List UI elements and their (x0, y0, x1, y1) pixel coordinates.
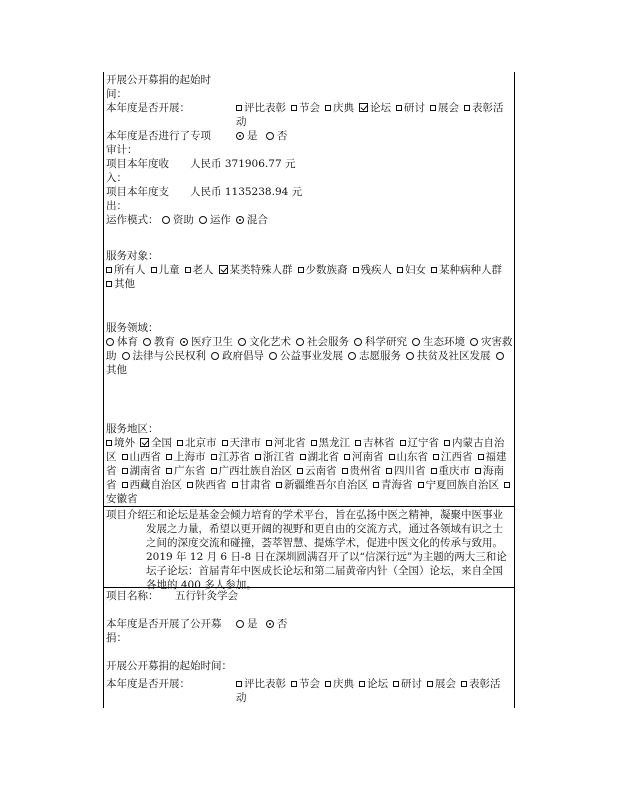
project-intro-label: 项目介绍： (106, 509, 159, 521)
radio-option[interactable] (296, 336, 349, 348)
checkbox-unchecked-icon[interactable] (325, 681, 331, 687)
option-label: 新疆维吾尔自治区 (284, 479, 368, 491)
checkbox-option[interactable] (325, 678, 354, 690)
service-regions-options (106, 436, 514, 506)
checkbox-unchecked-icon[interactable] (276, 482, 282, 488)
option-label: 论坛 (370, 102, 391, 114)
option-label: 科学研究 (365, 336, 407, 348)
option-label: 宁夏回族自治区 (425, 479, 499, 491)
option-label: 文化艺术 (249, 336, 291, 348)
option-label: 表彰活动 (236, 102, 504, 128)
checkbox-option[interactable] (177, 437, 217, 449)
option-label: 公益事业发展 (280, 350, 343, 362)
audit-label: 本年度是否进行了专项审计： (106, 130, 211, 156)
radio-unselected-icon[interactable] (143, 338, 151, 346)
radio-selected-icon[interactable] (180, 338, 188, 346)
option-label: 江西省 (441, 451, 473, 463)
checkbox-unchecked-icon[interactable] (311, 440, 317, 446)
checkbox-option[interactable] (232, 479, 272, 491)
option-label: 所有人 (114, 264, 146, 276)
radio-unselected-icon[interactable] (122, 352, 130, 360)
option-label: 安徽省 (106, 493, 138, 505)
activities-label: 本年度是否开展： (106, 102, 190, 114)
option-label: 天津市 (229, 437, 261, 449)
project-name-value: 五行针灸学会 (175, 590, 238, 602)
checkbox-unchecked-icon[interactable] (400, 440, 406, 446)
option-label: 扶贫及社区发展 (417, 350, 491, 362)
radio-option[interactable] (211, 350, 264, 362)
income-label: 项目本年度收入： (106, 158, 169, 184)
option-label: 某类特殊人群 (229, 264, 293, 276)
checkbox-unchecked-icon[interactable] (151, 267, 157, 273)
option-label: 全国 (151, 437, 172, 449)
checkbox-option[interactable] (397, 264, 426, 276)
checkbox-option[interactable] (311, 437, 351, 449)
checkbox-unchecked-icon[interactable] (325, 105, 331, 111)
table-right-border (514, 72, 515, 708)
checkbox-unchecked-icon[interactable] (166, 454, 172, 460)
checkbox-option[interactable] (236, 678, 286, 690)
checkbox-option[interactable] (211, 451, 251, 463)
checkbox-option[interactable] (151, 264, 180, 276)
option-label: 研讨 (404, 102, 425, 114)
checkbox-unchecked-icon[interactable] (232, 482, 238, 488)
checkbox-unchecked-icon[interactable] (461, 681, 467, 687)
option-label: 黑龙江 (318, 437, 350, 449)
option-label: 云南省 (305, 465, 337, 477)
fundraise-yes-option[interactable]: 是 (236, 618, 258, 630)
option-label: 少数族裔 (305, 264, 348, 276)
row-divider (103, 506, 515, 507)
checkbox-unchecked-icon[interactable] (444, 440, 450, 446)
checkbox-option[interactable] (430, 102, 459, 114)
checkbox-unchecked-icon[interactable] (355, 440, 361, 446)
option-label: 湖南省 (129, 465, 161, 477)
checkbox-unchecked-icon[interactable] (298, 267, 304, 273)
option-label: 河北省 (274, 437, 306, 449)
audit-yes-option[interactable]: 是 (236, 130, 258, 142)
option-label: 节会 (299, 102, 320, 114)
option-label: 海南省 (106, 465, 504, 491)
option-label: 混合 (246, 214, 268, 226)
radio-option[interactable] (354, 336, 407, 348)
service-targets-options (106, 263, 514, 291)
radio-option[interactable] (348, 350, 401, 362)
option-label: 上海市 (174, 451, 206, 463)
checkbox-unchecked-icon[interactable] (236, 681, 242, 687)
option-label: 其他 (114, 278, 135, 290)
checkbox-unchecked-icon[interactable] (177, 440, 183, 446)
option-label: 陕西省 (195, 479, 227, 491)
option-label: 内蒙古自治区 (106, 437, 505, 463)
option-label: 浙江省 (263, 451, 295, 463)
checkbox-option[interactable] (122, 465, 162, 477)
radio-option[interactable] (406, 350, 491, 362)
checkbox-unchecked-icon[interactable] (431, 267, 437, 273)
option-label: 展会 (438, 102, 459, 114)
radio-option[interactable] (180, 336, 233, 348)
option-label: 湖北省 (307, 451, 339, 463)
radio-unselected-icon[interactable] (162, 216, 170, 224)
operation-mode-row (106, 213, 273, 227)
option-label: 社会服务 (307, 336, 349, 348)
option-label: 评比表彰 (244, 678, 286, 690)
option-label: 重庆市 (438, 465, 470, 477)
checkbox-option[interactable] (219, 264, 293, 276)
radio-unselected-icon[interactable] (266, 132, 274, 140)
checkbox-unchecked-icon[interactable] (342, 468, 348, 474)
option-label: 研讨 (401, 678, 422, 690)
option-label: 北京市 (185, 437, 217, 449)
radio-option[interactable] (162, 214, 194, 226)
fundraise-label: 本年度是否开展了公开募捐： (106, 618, 222, 644)
checkbox-option[interactable] (355, 437, 395, 449)
checkbox-option[interactable] (291, 102, 320, 114)
checkbox-option[interactable] (297, 465, 337, 477)
radio-option[interactable] (269, 350, 343, 362)
checkbox-unchecked-icon[interactable] (433, 454, 439, 460)
checkbox-unchecked-icon[interactable] (430, 105, 436, 111)
option-label: 山东省 (396, 451, 428, 463)
checkbox-unchecked-icon[interactable] (106, 440, 112, 446)
option-label: 甘肃省 (239, 479, 271, 491)
checkbox-unchecked-icon[interactable] (344, 454, 350, 460)
option-label: 境外 (114, 437, 135, 449)
option-label: 运作 (209, 214, 231, 226)
income-value: 人民币 371906.77 元 (190, 158, 296, 170)
checkbox-option[interactable] (166, 451, 206, 463)
checkbox-unchecked-icon[interactable] (122, 468, 128, 474)
option-label: 资助 (172, 214, 194, 226)
option-label: 教育 (154, 336, 175, 348)
checkbox-option[interactable] (106, 278, 135, 290)
option-label: 某种病种人群 (439, 264, 502, 276)
checkbox-unchecked-icon[interactable] (211, 454, 217, 460)
table-left-border (103, 72, 104, 708)
checkbox-option[interactable] (300, 451, 340, 463)
checkbox-unchecked-icon[interactable] (464, 105, 470, 111)
option-label: 福建省 (106, 451, 507, 477)
expense-value: 人民币 1135238.94 元 (190, 186, 303, 198)
checkbox-unchecked-icon[interactable] (427, 681, 433, 687)
service-fields-options (106, 335, 514, 377)
checkbox-option[interactable] (185, 264, 214, 276)
service-regions-label: 服务地区： (106, 423, 159, 435)
option-label: 其他 (106, 364, 127, 376)
checkbox-unchecked-icon[interactable] (359, 681, 365, 687)
checkbox-option[interactable] (389, 451, 429, 463)
checkbox-option[interactable] (400, 437, 440, 449)
checkbox-option[interactable] (393, 678, 422, 690)
radio-option[interactable] (106, 336, 138, 348)
option-label: 节会 (299, 678, 320, 690)
option-label: 论坛 (367, 678, 388, 690)
service-targets-label: 服务对象： (106, 250, 159, 262)
option-label: 妇女 (405, 264, 426, 276)
checkbox-option[interactable] (396, 102, 425, 114)
checkbox-unchecked-icon[interactable] (185, 267, 191, 273)
option-label: 医疗卫生 (191, 336, 233, 348)
audit-options (236, 129, 292, 143)
option-label: 政府倡导 (222, 350, 264, 362)
checkbox-option[interactable] (431, 465, 471, 477)
audit-no-option[interactable]: 否 (266, 130, 288, 142)
option-label: 评比表彰 (244, 102, 286, 114)
checkbox-unchecked-icon[interactable] (266, 440, 272, 446)
checkbox-option[interactable] (106, 264, 146, 276)
checkbox-unchecked-icon[interactable] (122, 482, 128, 488)
option-label: 西藏自治区 (129, 479, 182, 491)
checkbox-checked-icon[interactable] (359, 103, 368, 112)
checkbox-unchecked-icon[interactable] (122, 454, 128, 460)
checkbox-option[interactable] (166, 465, 206, 477)
option-label: 志愿服务 (359, 350, 401, 362)
checkbox-option[interactable] (427, 678, 456, 690)
radio-unselected-icon[interactable] (496, 352, 504, 360)
expense-label: 项目本年度支出： (106, 186, 169, 212)
checkbox-option[interactable] (222, 437, 262, 449)
checkbox-option[interactable] (122, 451, 162, 463)
fundraise-no-option[interactable]: 否 (266, 618, 288, 630)
checkbox-option[interactable] (236, 102, 286, 114)
checkbox-option[interactable] (211, 465, 293, 477)
radio-unselected-icon[interactable] (236, 620, 244, 628)
checkbox-option[interactable] (140, 437, 172, 449)
option-label: 吉林省 (363, 437, 395, 449)
radio-selected-icon[interactable] (266, 620, 274, 628)
fundraise-start-label-2: 开展公开募捐的起始时间： (106, 660, 232, 672)
checkbox-checked-icon[interactable] (140, 438, 149, 447)
checkbox-unchecked-icon[interactable] (475, 468, 481, 474)
project-intro-text: 三和论坛是基金会倾力培育的学术平台，旨在弘扬中医之精神，凝聚中医事业发展之力量，希望以更开阔的视野和更自由的交流方式，通过各领域有识之士之间的深度交流和碰撞，荟萃智慧、提炼学术，促进中医文化的传承与致用。2019 年 12 月 6 日-8 日在深圳圆满召开了以“信深行远”为主题的两大三和论坛子论坛：首届青年中医成长论坛和第二届黄帝内针（全国）论坛，来自全国各地的 400 多人参加。 (146, 509, 507, 591)
option-label: 庆典 (333, 678, 354, 690)
checkbox-option[interactable] (106, 437, 135, 449)
option-label: 灾害救助 (106, 336, 513, 362)
option-label: 生态环境 (423, 336, 465, 348)
option-label: 体育 (117, 336, 138, 348)
checkbox-unchecked-icon[interactable] (504, 482, 510, 488)
option-label: 儿童 (158, 264, 180, 276)
activities-label-2: 本年度是否开展： (106, 678, 190, 690)
radio-option[interactable] (143, 336, 175, 348)
operation-mode-options (162, 214, 273, 226)
checkbox-unchecked-icon[interactable] (187, 482, 193, 488)
checkbox-unchecked-icon[interactable] (236, 105, 242, 111)
radio-selected-icon[interactable] (236, 216, 244, 224)
checkbox-option[interactable] (276, 479, 368, 491)
checkbox-option[interactable] (386, 465, 426, 477)
radio-option[interactable] (412, 336, 465, 348)
radio-selected-icon[interactable] (236, 132, 244, 140)
option-label: 河南省 (352, 451, 384, 463)
radio-unselected-icon[interactable] (106, 338, 114, 346)
option-label: 庆典 (333, 102, 354, 114)
option-label: 展会 (435, 678, 456, 690)
option-label: 广东省 (174, 465, 206, 477)
radio-unselected-icon[interactable] (296, 338, 304, 346)
checkbox-unchecked-icon[interactable] (397, 267, 403, 273)
checkbox-unchecked-icon[interactable] (211, 468, 217, 474)
service-fields-label: 服务领域： (106, 322, 159, 334)
checkbox-unchecked-icon[interactable] (166, 468, 172, 474)
checkbox-checked-icon[interactable] (219, 265, 228, 274)
fundraise-start-label: 开展公开募捐的起始时间： (106, 74, 211, 100)
fundraise-options (236, 617, 292, 631)
radio-option[interactable] (199, 214, 231, 226)
option-label: 广西壮族自治区 (218, 465, 292, 477)
operation-mode-label: 运作模式： (106, 214, 159, 226)
checkbox-option[interactable] (187, 479, 227, 491)
checkbox-unchecked-icon[interactable] (106, 281, 112, 287)
radio-unselected-icon[interactable] (354, 338, 362, 346)
option-label: 贵州省 (349, 465, 381, 477)
activities-options (236, 101, 512, 129)
option-label: 辽宁省 (407, 437, 439, 449)
option-label: 残疾人 (360, 264, 392, 276)
checkbox-unchecked-icon[interactable] (222, 440, 228, 446)
checkbox-option[interactable] (431, 264, 502, 276)
checkbox-option[interactable] (433, 451, 473, 463)
checkbox-unchecked-icon[interactable] (431, 468, 437, 474)
option-label: 四川省 (394, 465, 426, 477)
checkbox-unchecked-icon[interactable] (386, 468, 392, 474)
checkbox-unchecked-icon[interactable] (478, 454, 484, 460)
checkbox-unchecked-icon[interactable] (291, 681, 297, 687)
option-label: 青海省 (381, 479, 413, 491)
checkbox-unchecked-icon[interactable] (255, 454, 261, 460)
option-label: 老人 (192, 264, 214, 276)
checkbox-option[interactable] (418, 479, 500, 491)
checkbox-option[interactable] (298, 264, 348, 276)
checkbox-option[interactable] (353, 264, 393, 276)
radio-unselected-icon[interactable] (412, 338, 420, 346)
checkbox-unchecked-icon[interactable] (300, 454, 306, 460)
activities-options-2 (236, 677, 512, 705)
checkbox-option[interactable] (359, 102, 391, 114)
checkbox-option[interactable] (359, 678, 388, 690)
option-label: 江苏省 (218, 451, 250, 463)
radio-unselected-icon[interactable] (348, 352, 356, 360)
checkbox-option[interactable] (291, 678, 320, 690)
radio-unselected-icon[interactable] (199, 216, 207, 224)
project-name-label: 项目名称： (106, 590, 159, 602)
checkbox-unchecked-icon[interactable] (291, 105, 297, 111)
checkbox-option[interactable] (122, 479, 183, 491)
checkbox-option[interactable] (325, 102, 354, 114)
option-label: 表彰活动 (236, 678, 501, 704)
radio-option[interactable] (236, 214, 268, 226)
checkbox-unchecked-icon[interactable] (106, 267, 112, 273)
checkbox-option[interactable] (342, 465, 382, 477)
checkbox-unchecked-icon[interactable] (389, 454, 395, 460)
checkbox-unchecked-icon[interactable] (418, 482, 424, 488)
radio-option[interactable] (238, 336, 291, 348)
radio-option[interactable] (122, 350, 207, 362)
radio-unselected-icon[interactable] (238, 338, 246, 346)
checkbox-option[interactable] (255, 451, 295, 463)
option-label: 法律与公民权利 (132, 350, 206, 362)
radio-unselected-icon[interactable] (211, 352, 219, 360)
checkbox-unchecked-icon[interactable] (396, 105, 402, 111)
checkbox-option[interactable] (344, 451, 384, 463)
option-label: 山西省 (129, 451, 161, 463)
radio-unselected-icon[interactable] (269, 352, 277, 360)
checkbox-unchecked-icon[interactable] (297, 468, 303, 474)
checkbox-unchecked-icon[interactable] (373, 482, 379, 488)
checkbox-option[interactable] (266, 437, 306, 449)
radio-unselected-icon[interactable] (470, 338, 478, 346)
checkbox-unchecked-icon[interactable] (353, 267, 359, 273)
checkbox-unchecked-icon[interactable] (393, 681, 399, 687)
radio-unselected-icon[interactable] (406, 352, 414, 360)
checkbox-option[interactable] (373, 479, 413, 491)
